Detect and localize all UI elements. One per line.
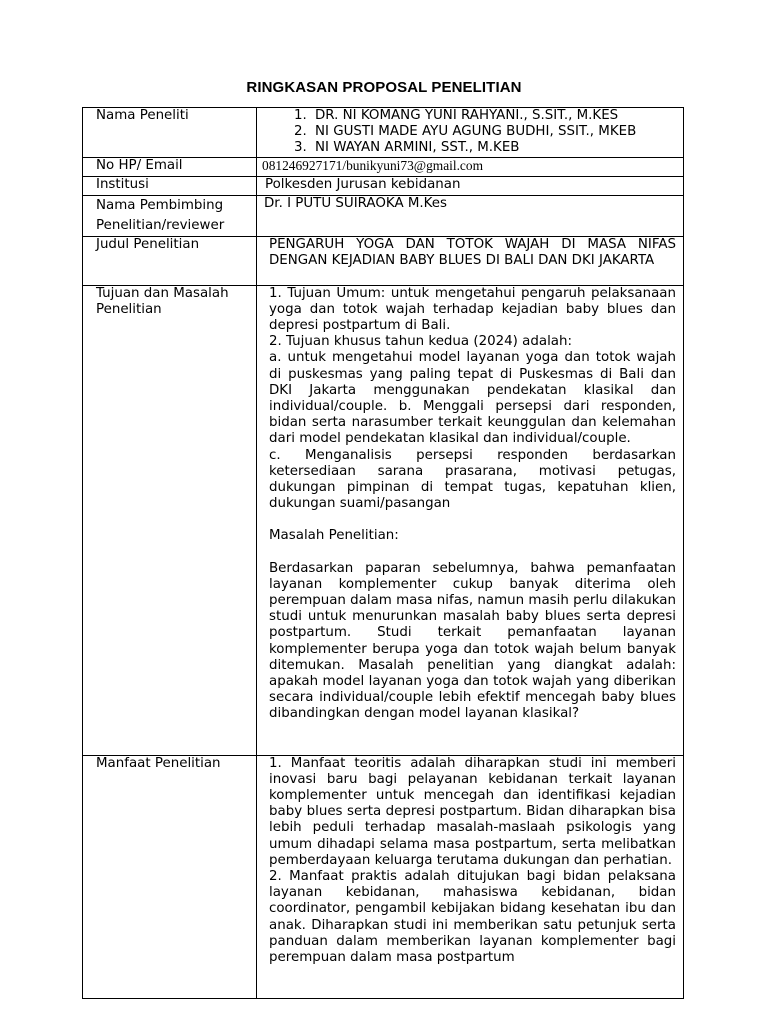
- tujuan-khusus-a-b: a. untuk mengetahui model layanan yoga dan totok wajah di puskesmas yang paling tepat di Puskesmas di Bali dan DKI Jakarta menggunakan pendekatan klasikal dan individual/couple. b. Menggali persepsi dari responden, bidan serta narasumber terkait keunggulan dan kelemahan dari model pendekatan klasikal dan individual/couple.: [269, 350, 676, 447]
- masalah-text: Berdasarkan paparan sebelumnya, bahwa pemanfaatan layanan komplementer cukup banyak diterima oleh perempuan dalam masa nifas, namun masih perlu dilakukan studi untuk menurunkan masalah baby blues serta depresi postpartum. Studi terkait pemanfaatan layanan komplementer berupa yoga dan totok wajah belum banyak ditemukan. Masalah penelitian yang diangkat adalah: apakah model layanan yoga dan totok wajah yang diberikan secara individual/couple lebih efektif mencegah baby blues dibandingkan dengan model layanan klasikal?: [269, 560, 676, 722]
- row-judul: [83, 236, 684, 285]
- researcher-list: [269, 108, 676, 157]
- spacer: [269, 512, 676, 528]
- row-tujuan-masalah: [83, 285, 684, 755]
- label-manfaat: Manfaat Penelitian: [83, 755, 257, 998]
- label-pembimbing-line2: Penelitian/reviewer: [96, 217, 225, 233]
- row-hp-email: [83, 157, 684, 176]
- researcher-list-cell: [257, 108, 684, 158]
- label-pembimbing: [83, 195, 257, 236]
- label-institusi: Institusi: [83, 176, 257, 195]
- label-tujuan-line1: Tujuan dan Masalah: [96, 285, 229, 301]
- masalah-heading: Masalah Penelitian:: [269, 528, 399, 544]
- page-title: RINGKASAN PROPOSAL PENELITIAN: [246, 79, 522, 96]
- tujuan-khusus-c: c. Menganalisis persepsi responden berdasarkan ketersediaan sarana prasarana, motivasi petugas, dukungan pimpinan di tempat tugas, kepatuhan klien, dukungan suami/pasangan: [269, 447, 676, 512]
- spacer: [269, 545, 676, 561]
- manfaat-praktis: 2. Manfaat praktis adalah ditujukan bagi bidan pelaksana layanan kebidanan, mahasiswa kebidanan, bidan coordinator, pengambil kebijakan bidang kesehatan ibu dan anak. Diharapkan studi ini memberikan satu petunjuk serta panduan dalam memberikan layanan komplementer bagi perempuan dalam masa postpartum: [269, 869, 676, 966]
- label-tujuan-masalah: [83, 285, 257, 755]
- label-pembimbing-line1: Nama Pembimbing: [96, 197, 224, 213]
- label-hp-email: No HP/ Email: [83, 157, 257, 176]
- value-pembimbing: Dr. I PUTU SUIRAOKA M.Kes: [257, 195, 684, 236]
- row-nama-peneliti: [83, 108, 684, 158]
- value-institusi: Polkesden Jurusan kebidanan: [257, 176, 684, 195]
- label-judul: Judul Penelitian: [83, 236, 257, 285]
- row-pembimbing: [83, 195, 684, 236]
- value-tujuan-masalah: [257, 285, 684, 755]
- value-hp-email: 081246927171/bunikyuni73@gmail.com: [257, 157, 684, 176]
- label-tujuan-line2: Penelitian: [96, 301, 162, 317]
- tujuan-umum: 1. Tujuan Umum: untuk mengetahui pengaruh pelaksanaan yoga dan totok wajah terhadap kejadian baby blues dan depresi postpartum di Bali.: [269, 285, 676, 334]
- proposal-summary-table: [82, 107, 684, 999]
- researcher-item: 2. NI GUSTI MADE AYU AGUNG BUDHI, SSIT., MKEB: [311, 124, 676, 140]
- value-judul: PENGARUH YOGA DAN TOTOK WAJAH DI MASA NIFAS DENGAN KEJADIAN BABY BLUES DI BALI DAN DKI JAKARTA: [257, 236, 684, 285]
- tujuan-khusus: 2. Tujuan khusus tahun kedua (2024) adalah:: [269, 334, 573, 350]
- label-nama-peneliti: Nama Peneliti: [83, 108, 257, 158]
- researcher-item: 3. NI WAYAN ARMINI, SST., M.KEB: [311, 140, 676, 156]
- value-manfaat: [257, 755, 684, 998]
- row-manfaat: [83, 755, 684, 998]
- researcher-item: 1. DR. NI KOMANG YUNI RAHYANI., S.SIT., M.KES: [311, 108, 676, 124]
- row-institusi: [83, 176, 684, 195]
- manfaat-teoritis: 1. Manfaat teoritis adalah diharapkan studi ini memberi inovasi baru bagi pelayanan kebidanan terkait layanan komplementer untuk mencegah dan identifikasi kejadian baby blues serta depresi postpartum. Bidan diharapkan bisa lebih peduli terhadap masalah-maslaah psikologis yang umum dihadapi selama masa postpartum, serta melibatkan pemberdayaan keluarga terutama dukungan dan perhatian.: [269, 755, 676, 868]
